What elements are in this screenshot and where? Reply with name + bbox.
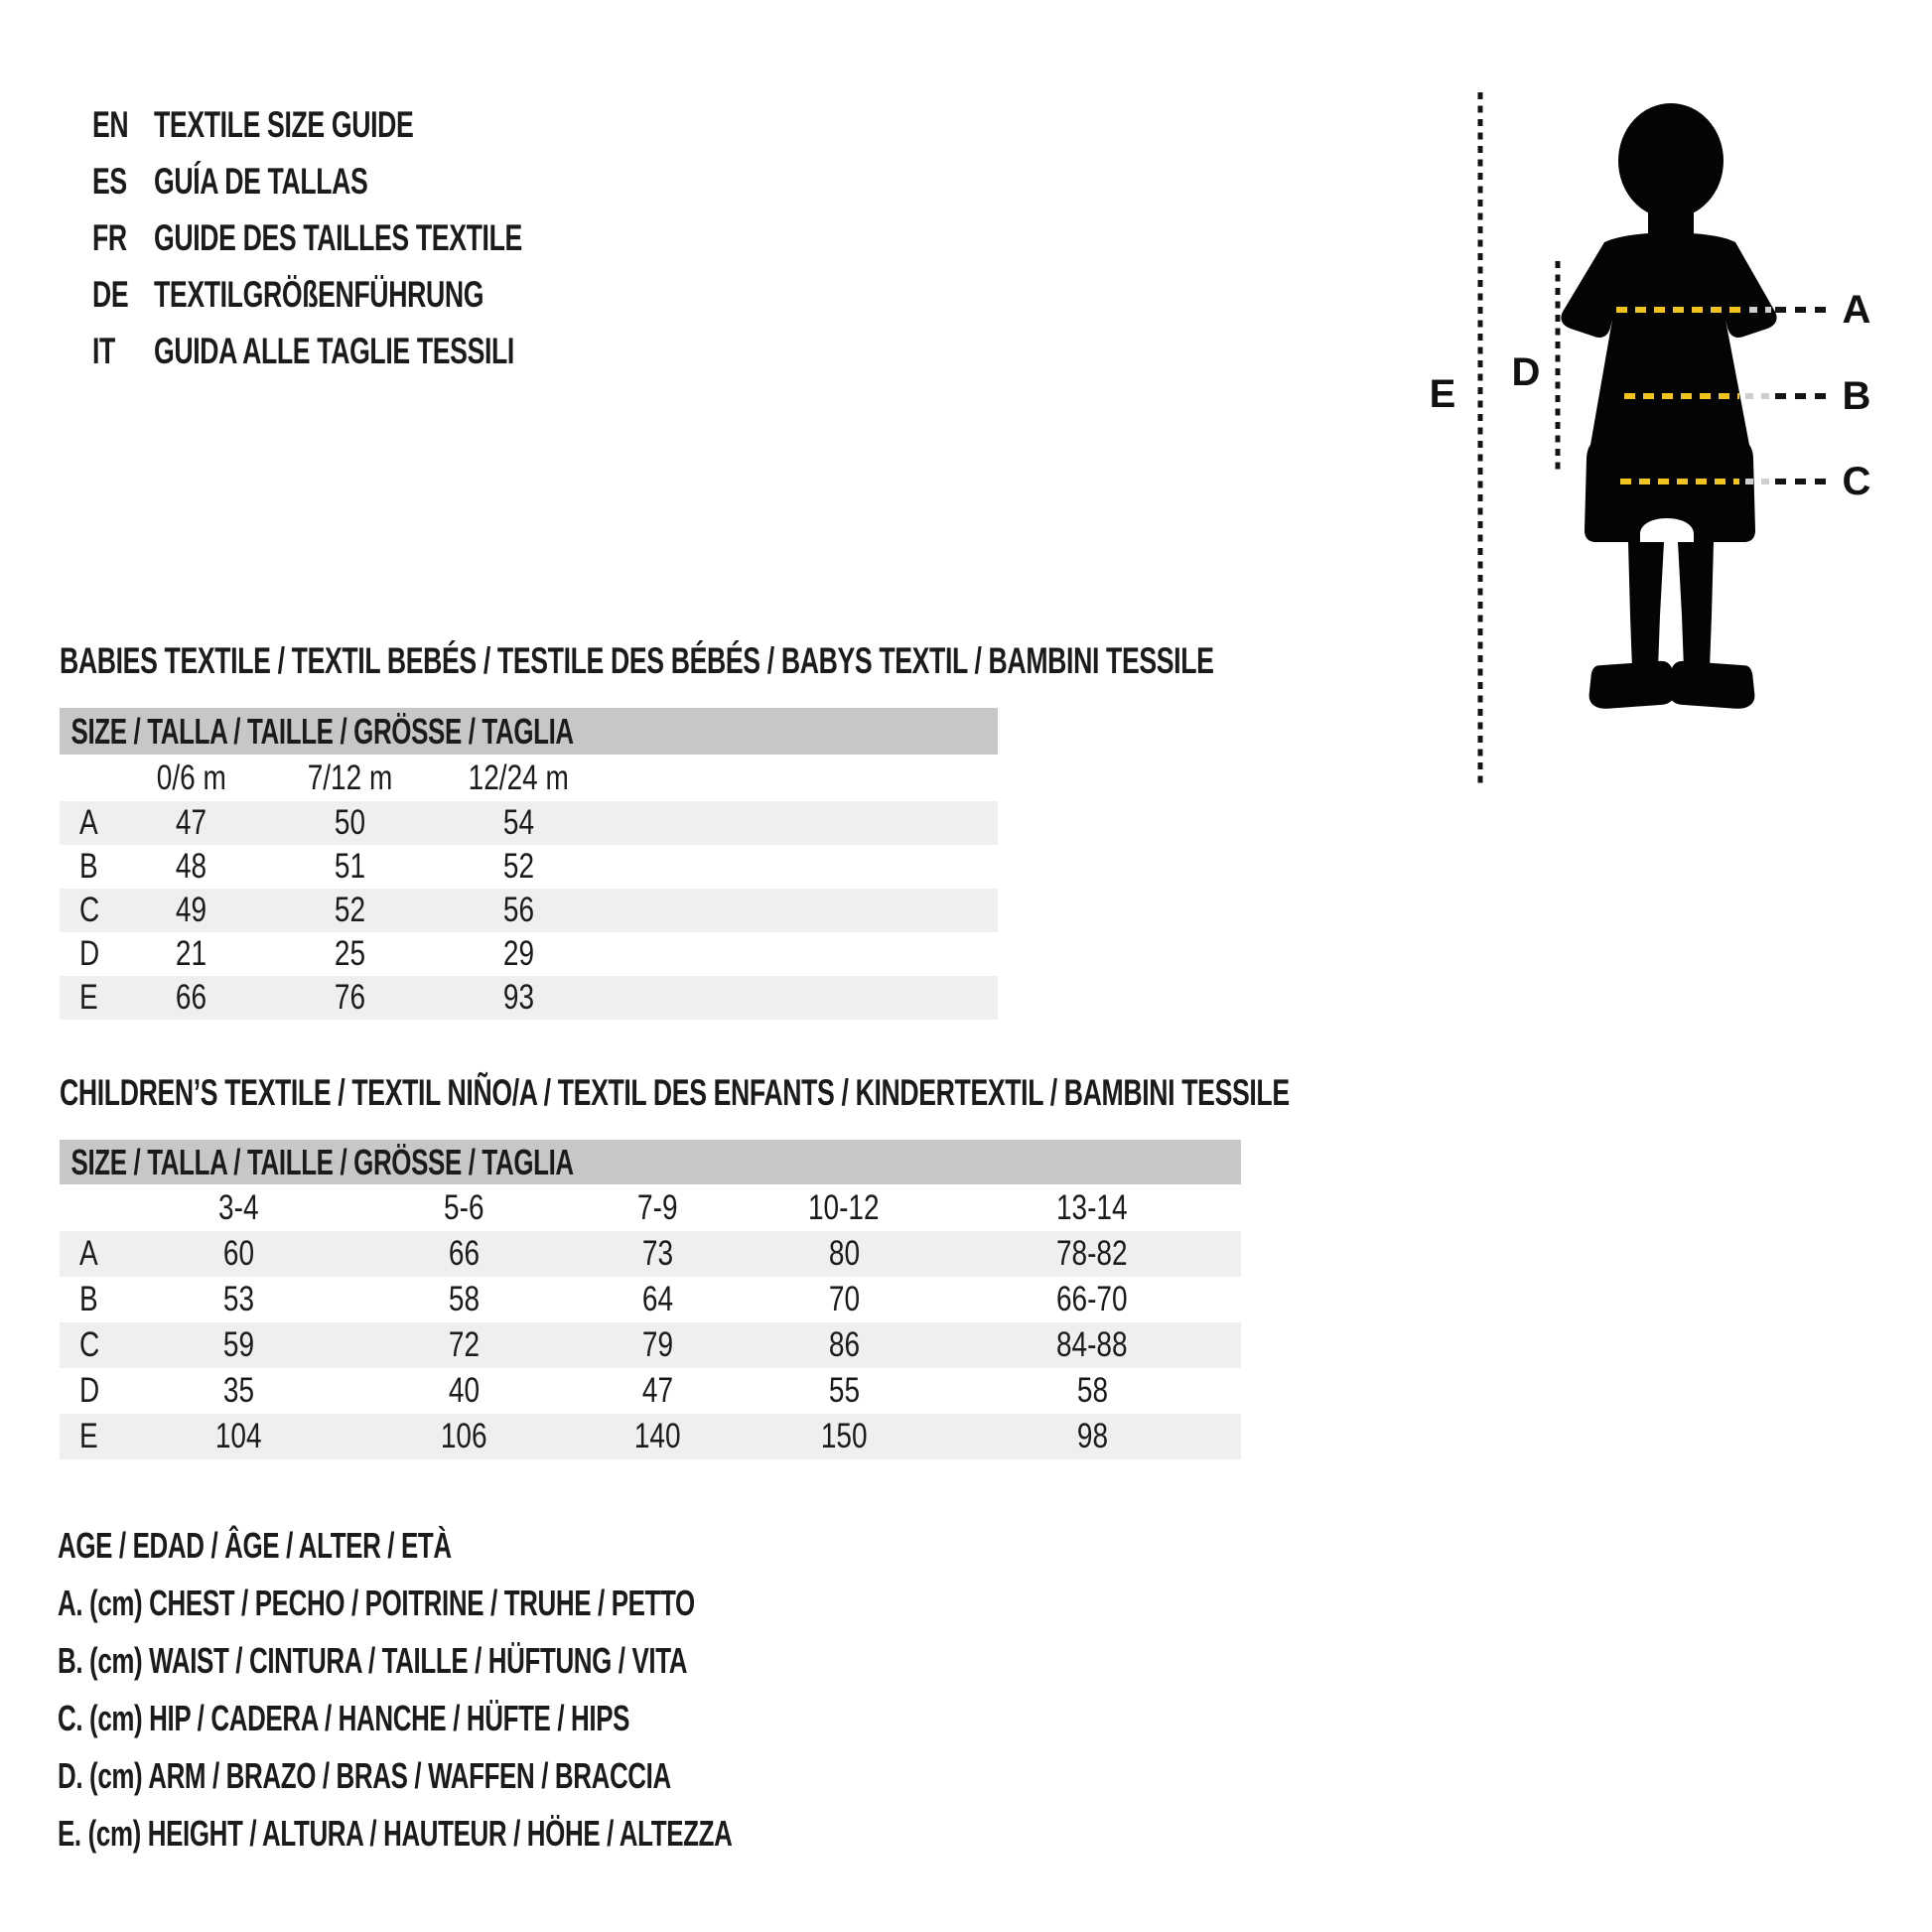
legend-e-height: E. (cm) HEIGHT / ALTURA / HAUTEUR / HÖHE / ALTEZZA [58,1813,733,1854]
row-label: C [79,1325,100,1364]
children-table-header-bar [60,1140,1241,1184]
children-column-header-row [60,1184,1241,1231]
silhouette-shorts [1585,443,1755,542]
table-cell: 66 [448,1234,481,1273]
lang-row-en [92,96,665,153]
children-colhdr-3: 10-12 [808,1187,880,1227]
children-section-title-text: CHILDREN’S TEXTILE / TEXTIL NIÑO/A / TEXTIL DES ENFANTS / KINDERTEXTIL / BAMBINI TESSILE [60,1072,1290,1113]
table-cell: 21 [175,934,207,973]
child-silhouette [1561,103,1776,710]
silhouette-right-leg [1678,542,1714,669]
table-cell: 56 [502,891,535,929]
babies-row-e [60,976,998,1020]
table-cell: 59 [222,1325,254,1364]
children-colhdr-4: 13-14 [1056,1187,1128,1227]
babies-row-c [60,889,998,932]
table-cell: 49 [175,891,207,929]
table-cell: 70 [828,1280,860,1318]
row-label: C [79,891,100,929]
table-cell: 76 [334,978,366,1017]
lang-title-it: GUIDA ALLE TAGLIE TESSILI [154,331,514,371]
table-cell: 78-82 [1056,1234,1128,1273]
measurement-legend [58,1517,995,1863]
row-label: B [79,1280,98,1318]
table-cell: 66 [175,978,207,1017]
children-colhdr-0: 3-4 [217,1187,259,1227]
table-cell: 53 [222,1280,254,1318]
table-cell: 48 [175,847,207,886]
figure-label-e: E [1429,372,1456,416]
children-row-e [60,1414,1241,1459]
row-label: E [79,1417,98,1455]
table-cell: 50 [334,803,366,842]
row-label: A [79,803,98,842]
lang-code-en: EN [92,104,129,145]
table-cell: 73 [641,1234,674,1273]
table-cell: 25 [334,934,366,973]
figure-label-b: B [1842,374,1871,418]
row-label: A [79,1234,98,1273]
table-cell: 51 [334,847,366,886]
table-cell: 58 [448,1280,481,1318]
table-cell: 93 [502,978,535,1017]
children-colhdr-1: 5-6 [444,1187,484,1227]
babies-colhdr-1: 7/12 m [307,758,393,797]
lang-code-es: ES [92,161,127,202]
table-cell: 54 [502,803,535,842]
lang-title-fr: GUIDE DES TAILLES TEXTILE [154,217,522,258]
table-cell: 104 [214,1417,262,1455]
table-cell: 98 [1076,1417,1108,1455]
babies-row-b [60,845,998,889]
lang-code-it: IT [92,331,115,371]
table-cell: 140 [634,1417,681,1455]
children-size-table [60,1140,1241,1459]
babies-row-a [60,801,998,845]
lang-row-es [92,153,665,209]
table-cell: 52 [502,847,535,886]
row-label: D [79,934,100,973]
table-cell: 80 [828,1234,860,1273]
child-measurement-figure [1390,60,1932,804]
table-cell: 64 [641,1280,674,1318]
lang-title-es: GUÍA DE TALLAS [154,161,368,202]
table-cell: 47 [175,803,207,842]
babies-size-table [60,708,998,1020]
children-row-d [60,1368,1241,1414]
silhouette-shirt [1561,232,1776,452]
lang-row-it [92,323,665,379]
babies-colhdr-0: 0/6 m [156,758,226,797]
children-colhdr-2: 7-9 [637,1187,678,1227]
babies-column-header-row [60,755,998,801]
figure-label-c: C [1842,460,1871,503]
lang-title-de: TEXTILGRÖßENFÜHRUNG [154,274,484,315]
row-label: B [79,847,98,886]
babies-colhdr-2: 12/24 m [468,758,570,797]
legend-b-waist: B. (cm) WAIST / CINTURA / TAILLE / HÜFTUNG / VITA [58,1640,688,1681]
babies-section-title-text: BABIES TEXTILE / TEXTIL BEBÉS / TESTILE DES BÉBÉS / BABYS TEXTIL / BAMBINI TESSILE [60,640,1214,681]
figure-label-a: A [1842,288,1871,332]
babies-table-header-bar [60,708,998,755]
children-size-header-text: SIZE / TALLA / TAILLE / GRÖSSE / TAGLIA [70,1141,574,1182]
legend-a-chest: A. (cm) CHEST / PECHO / POITRINE / TRUHE / PETTO [58,1583,695,1623]
lang-title-en: TEXTILE SIZE GUIDE [154,104,414,145]
children-row-a [60,1231,1241,1277]
lang-code-de: DE [92,274,129,315]
children-row-c [60,1322,1241,1368]
silhouette-right-shoe [1669,660,1757,710]
babies-size-header-text: SIZE / TALLA / TAILLE / GRÖSSE / TAGLIA [70,710,574,752]
language-title-list [92,96,665,379]
babies-section-title [60,641,1663,681]
table-cell: 86 [828,1325,860,1364]
table-cell: 29 [502,934,535,973]
lang-code-fr: FR [92,217,127,258]
table-cell: 47 [641,1371,674,1410]
legend-c-hip: C. (cm) HIP / CADERA / HANCHE / HÜFTE / HIPS [58,1698,630,1738]
figure-label-d: D [1511,350,1541,394]
children-section-title [60,1073,1768,1113]
children-row-b [60,1277,1241,1322]
table-cell: 40 [448,1371,481,1410]
lang-row-de [92,266,665,323]
table-cell: 58 [1076,1371,1108,1410]
legend-d-arm: D. (cm) ARM / BRAZO / BRAS / WAFFEN / BRACCIA [58,1755,671,1796]
table-cell: 66-70 [1056,1280,1128,1318]
lang-row-fr [92,209,665,266]
table-cell: 55 [828,1371,860,1410]
row-label: E [79,978,98,1017]
table-cell: 79 [641,1325,674,1364]
table-cell: 72 [448,1325,481,1364]
table-cell: 84-88 [1056,1325,1128,1364]
row-label: D [79,1371,100,1410]
table-cell: 52 [334,891,366,929]
babies-row-d [60,932,998,976]
table-cell: 60 [222,1234,254,1273]
table-cell: 150 [820,1417,868,1455]
table-cell: 106 [441,1417,487,1455]
table-cell: 35 [222,1371,254,1410]
legend-age: AGE / EDAD / ÂGE / ALTER / ETÀ [58,1525,452,1566]
